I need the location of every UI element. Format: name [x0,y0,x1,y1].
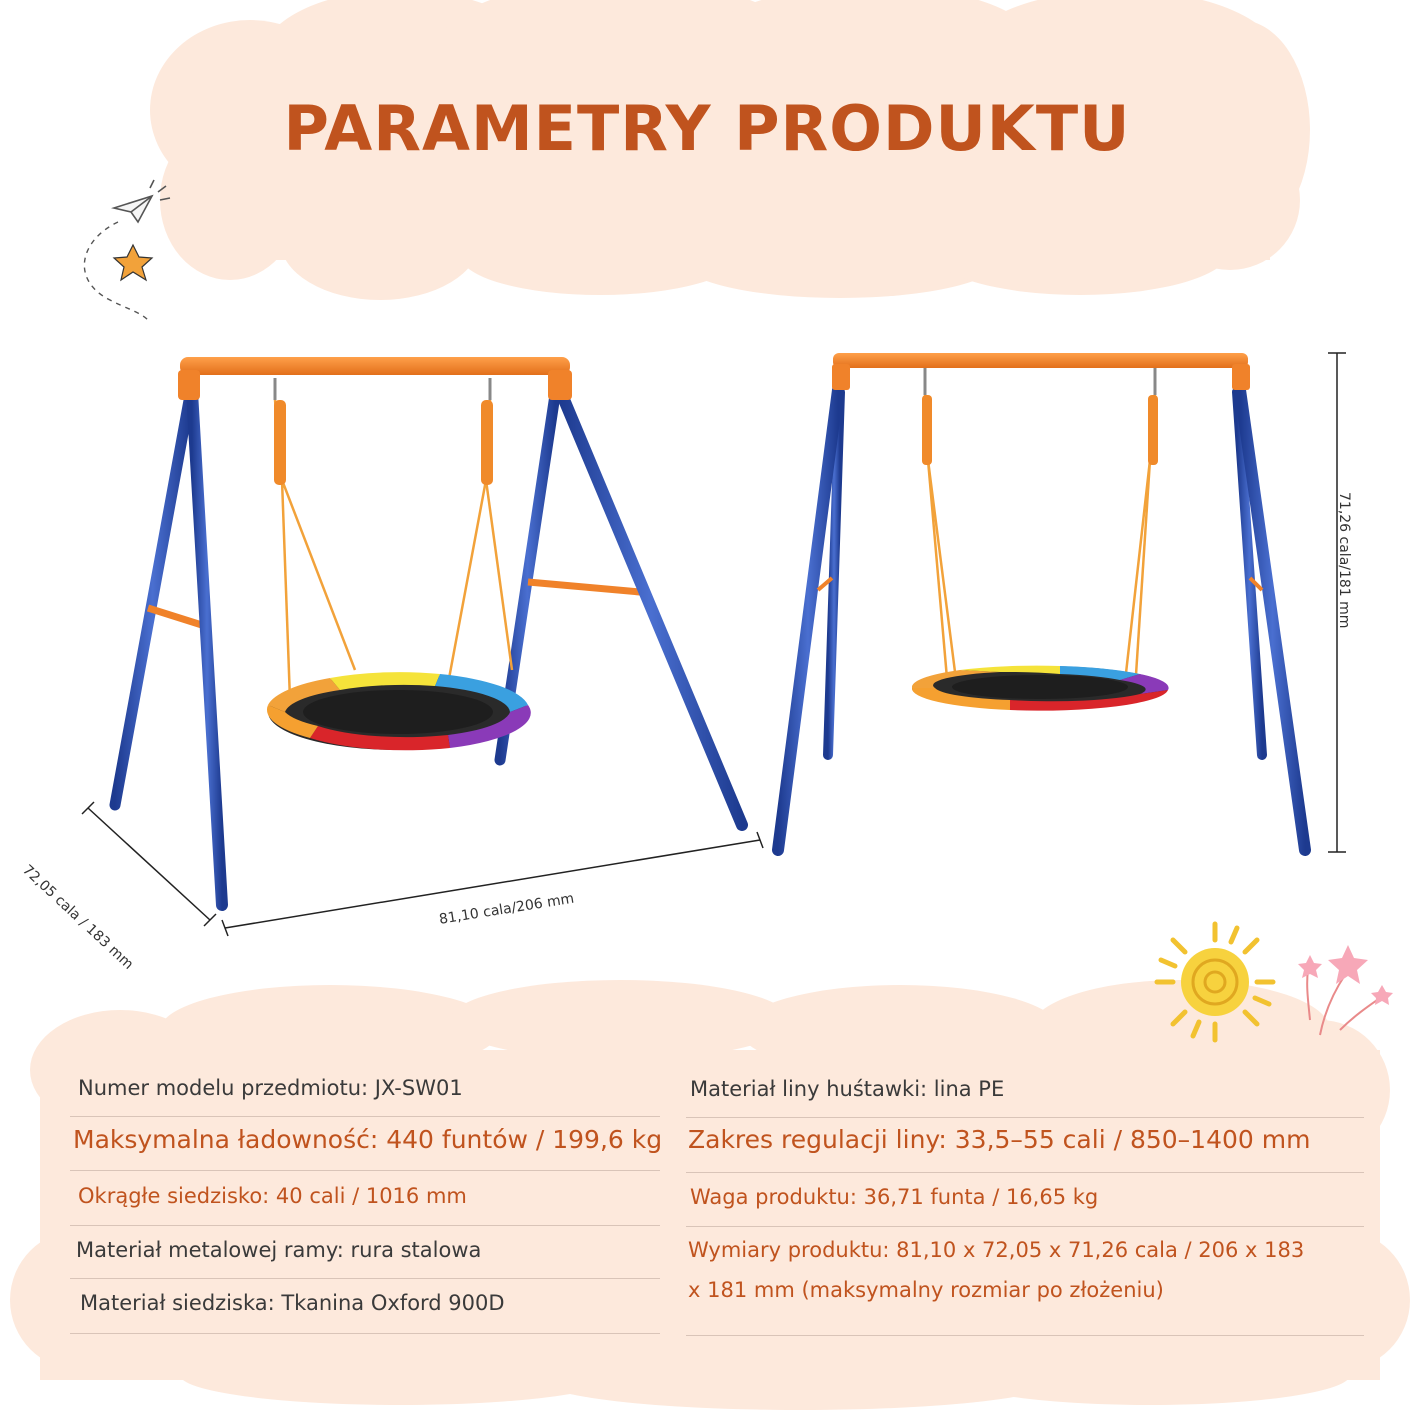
round-seat-left [267,672,531,750]
divider [686,1117,1364,1118]
divider [686,1226,1364,1227]
page-title: PARAMETRY PRODUKTU [283,92,1131,165]
round-seat-right [912,666,1169,711]
depth-dimension-label: 72,05 cala / 183 mm [19,862,137,973]
spec-rope-adjustment: Zakres regulacji liny: 33,5–55 cali / 850–1400 mm [688,1125,1311,1154]
swing-perspective-view [115,357,742,905]
divider [70,1333,660,1334]
divider [70,1116,660,1117]
divider [686,1335,1364,1336]
width-dimension-label: 81,10 cala/206 mm [438,890,576,928]
spec-rope-material: Materiał liny huśtawki: lina PE [690,1077,1005,1101]
swing-side-view [778,353,1305,850]
spec-seat-material: Materiał siedziska: Tkanina Oxford 900D [80,1291,505,1315]
spec-round-seat: Okrągłe siedzisko: 40 cali / 1016 mm [78,1184,467,1208]
dimension-lines-left [82,802,763,936]
spec-dimensions-line2: x 181 mm (maksymalny rozmiar po złożeniu) [688,1278,1164,1302]
spec-dimensions-line1: Wymiary produktu: 81,10 x 72,05 x 71,26 cala / 206 x 183 [688,1238,1305,1262]
spec-max-load: Maksymalna ładowność: 440 funtów / 199,6 kg [73,1125,663,1154]
height-dimension-label: 71,26 cala/181 mm [1336,492,1352,629]
divider [686,1172,1364,1173]
spec-model-number: Numer modelu przedmiotu: JX-SW01 [78,1076,463,1100]
spec-product-weight: Waga produktu: 36,71 funta / 16,65 kg [690,1185,1099,1209]
spec-frame-material: Materiał metalowej ramy: rura stalowa [76,1238,482,1262]
divider [70,1225,660,1226]
divider [70,1278,660,1279]
divider [70,1170,660,1171]
